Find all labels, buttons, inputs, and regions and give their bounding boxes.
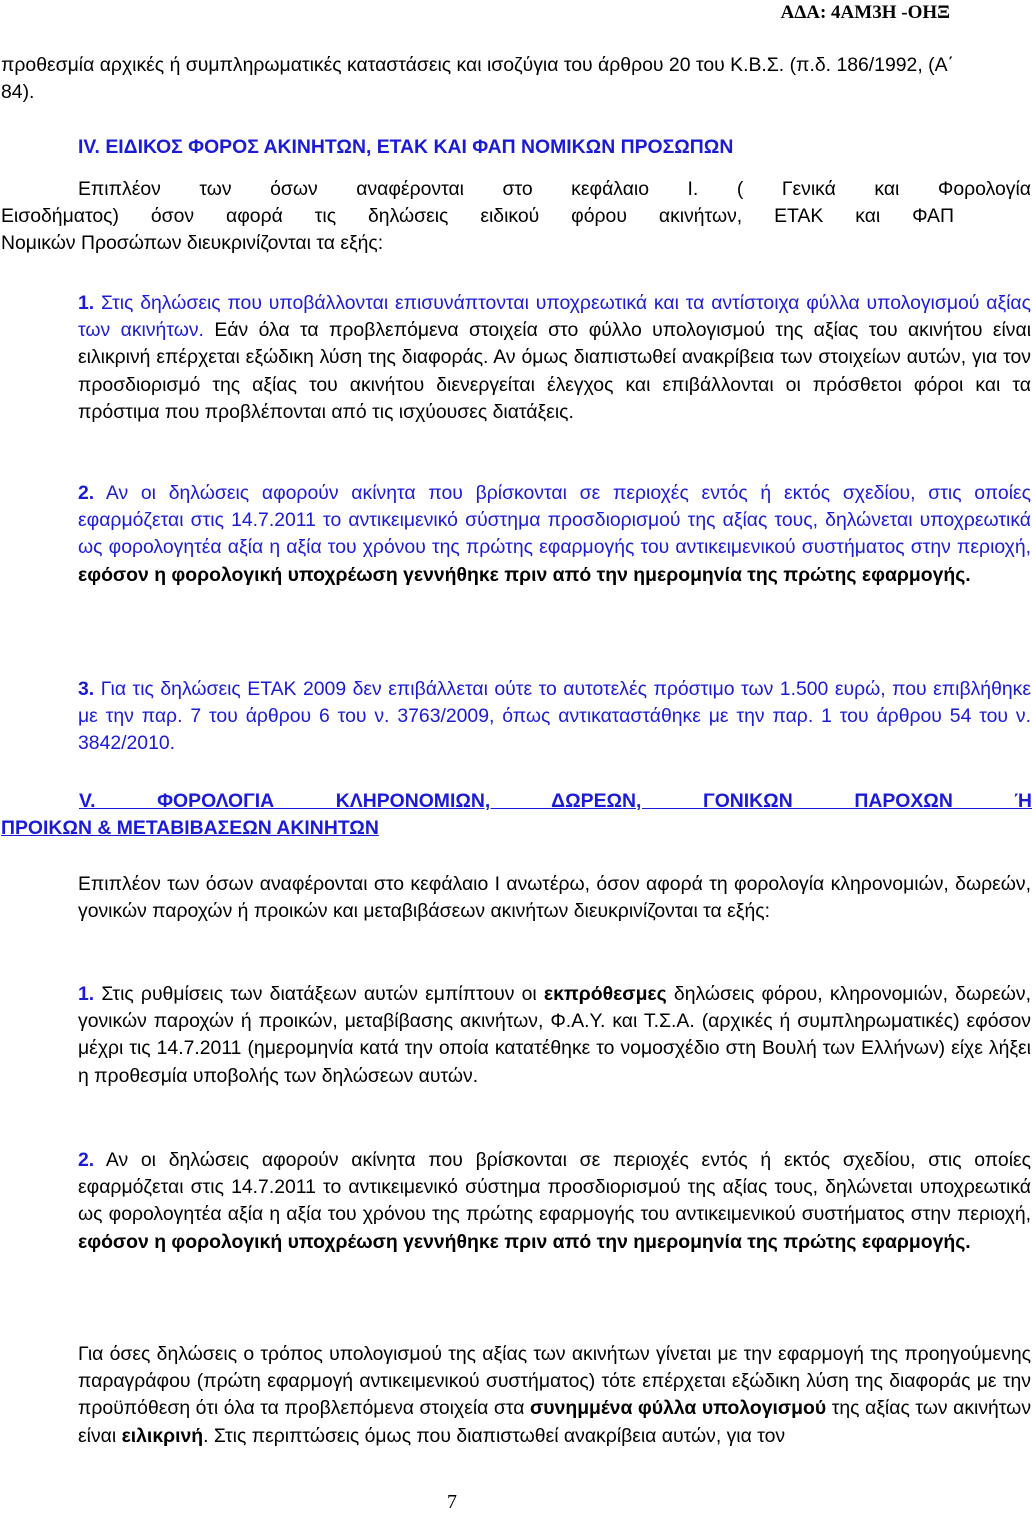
- section-v-title-line-1: V. ΦΟΡΟΛΟΓΙΑ ΚΛΗΡΟΝΟΜΙΩΝ, ΔΩΡΕΩΝ, ΓΟΝΙΚΩΝ ΠΑΡΟΧΩΝ Ή: [79, 790, 1032, 812]
- section-iv-title: IV. ΕΙΔΙΚΟΣ ΦΟΡΟΣ ΑΚΙΝΗΤΩΝ, ΕΤΑΚ ΚΑΙ ΦΑΠ ΝΟΜΙΚΩΝ ΠΡΟΣΩΠΩΝ: [78, 136, 734, 158]
- item-text-cont: Εάν όλα τα προβλεπόμενα στοιχεία στο φύλλο υπολογισμού της αξίας του ακινήτου είναι ειλικρινή επέρχεται εξώδικη λύση της διαφοράς. Αν όμως διαπιστωθεί ανακρίβεια των στοιχείων αυτών, για τον προσδιορισμό της αξίας του ακινήτου διενεργείται έλεγχος και επιβάλλονται οι πρόσθετοι φόροι και τα πρόστιμα που προβλέπονται από τις ισχύουσες διατάξεις.: [78, 319, 1031, 423]
- section-v-item-1: [1, 981, 1031, 1090]
- closing-text: . Στις περιπτώσεις όμως που διαπιστωθεί ανακρίβεια αυτών, για τον: [203, 1424, 786, 1447]
- item-text: Στις δηλώσεις που υποβάλλονται επισυνάπτονται υποχρεωτικά και τα αντίστοιχα φύλλα υπολογισμού αξίας των ακινήτων.: [78, 292, 1031, 342]
- item-bold-text: εκπρόθεσμες: [543, 983, 667, 1005]
- item-text: Αν οι δηλώσεις αφορούν ακίνητα που βρίσκονται σε περιοχές εντός ή εκτός σχεδίου, στις οποίες εφαρμόζεται στις 14.7.2011 το αντικειμενικό σύστημα προσδιορισμού της αξίας τους, δηλώνεται υποχρεωτικά ως φορολογητέα αξία η αξία του χρόνου της πρώτης εφαρμογής του αντικειμενικού συστήματος στην περιοχή,: [78, 1149, 1031, 1226]
- closing-bold-text: συνημμένα φύλλα υπολογισμού: [530, 1397, 827, 1420]
- closing-text: Για όσες δηλώσεις ο τρόπος υπολογισμού της αξίας των ακινήτων γίνεται με την εφαρμογή της προηγούμενης παραγράφου (πρώτη εφαρμογή αντικειμενικού συστήματος) τότε επέρχεται εξώδικη λύση της διαφοράς με την προϋπόθεση ότι όλα τα προβλεπόμενα στοιχεία στα: [78, 1343, 1031, 1420]
- item-number: 1.: [78, 292, 95, 314]
- section-v-closing: [1, 1341, 1031, 1450]
- item-text: Για τις δηλώσεις ΕΤΑΚ 2009 δεν επιβάλλεται ούτε το αυτοτελές πρόστιμο των 1.500 ευρώ, που επιβλήθηκε με την παρ. 7 του άρθρου 6 του ν. 3763/2009, όπως αντικαταστάθηκε με την παρ. 1 του άρθρου 54 του ν. 3842/2010.: [78, 678, 1031, 755]
- section-v-intro: Επιπλέον των όσων αναφέρονται στο κεφάλαιο Ι ανωτέρω, όσον αφορά τη φορολογία κληρονομιών, δωρεών, γονικών παροχών ή προικών και μεταβιβάσεων ακινήτων διευκρινίζονται τα εξής:: [78, 873, 1031, 923]
- item-number: 2.: [78, 482, 95, 504]
- item-text: δηλώσεις φόρου, κληρονομιών, δωρεών, γονικών παροχών ή προικών, μεταβίβασης ακινήτων, Φ.Α.Υ. και Τ.Σ.Α. (αρχικές ή συμπληρωματικές) εφόσον μέχρι τις 14.7.2011 (ημερομηνία κατά την οποία κατατέθηκε το νομοσχέδιο στη Βουλή των Ελλήνων) είχε λήξει η προθεσμία υποβολής των δηλώσεων αυτών.: [78, 983, 1032, 1087]
- section-iv-item-1: [1, 290, 1031, 426]
- section-iv-intro-line-2: Εισοδήματος) όσον αφορά τις δηλώσεις ειδικού φόρου ακινήτων, ΕΤΑΚ και ΦΑΠ: [1, 205, 954, 227]
- section-v-title-line-2: ΠΡΟΙΚΩΝ & ΜΕΤΑΒΙΒΑΣΕΩΝ ΑΚΙΝΗΤΩΝ: [1, 817, 379, 839]
- closing-text: της αξίας των ακινήτων είναι: [78, 1397, 1032, 1447]
- ada-code: ΑΔΑ: 4ΑΜ3Η -ΟΗΞ: [780, 2, 950, 23]
- item-bold-text: εφόσον η φορολογική υποχρέωση γεννήθηκε πριν από την ημερομηνία της πρώτης εφαρμογής.: [78, 1230, 971, 1253]
- section-iv-intro-line-1: Επιπλέον των όσων αναφέρονται στο κεφάλαιο Ι. ( Γενικά και Φορολογία: [78, 178, 1031, 200]
- page-number: 7: [447, 1491, 457, 1513]
- item-number: 2.: [78, 1149, 95, 1171]
- section-iv-intro-line-3: Νομικών Προσώπων διευκρινίζονται τα εξής:: [1, 232, 384, 254]
- section-iv-item-2: [1, 480, 1031, 589]
- paragraph-top: προθεσμία αρχικές ή συμπληρωματικές καταστάσεις και ισοζύγια του άρθρου 20 του Κ.Β.Σ. (π.δ. 186/1992, (Α΄ 84).: [1, 54, 954, 104]
- item-text: Στις ρυθμίσεις των διατάξεων αυτών εμπίπτουν οι: [101, 983, 537, 1005]
- item-text: Αν οι δηλώσεις αφορούν ακίνητα που βρίσκονται σε περιοχές εντός ή εκτός σχεδίου, στις οποίες εφαρμόζεται στις 14.7.2011 το αντικειμενικό σύστημα προσδιορισμού της αξίας τους, δηλώνεται υποχρεωτικά ως φορολογητέα αξία η αξία του χρόνου της πρώτης εφαρμογής του αντικειμενικού συστήματος στην περιοχή,: [78, 482, 1031, 559]
- item-bold-text: εφόσον η φορολογική υποχρέωση γεννήθηκε πριν από την ημερομηνία της πρώτης εφαρμογής.: [78, 563, 971, 586]
- item-number: 1.: [78, 983, 95, 1005]
- item-number: 3.: [78, 678, 95, 700]
- section-v-item-2: [1, 1147, 1031, 1256]
- closing-bold-text: ειλικρινή: [121, 1424, 204, 1447]
- section-iv-item-3: [1, 676, 1031, 758]
